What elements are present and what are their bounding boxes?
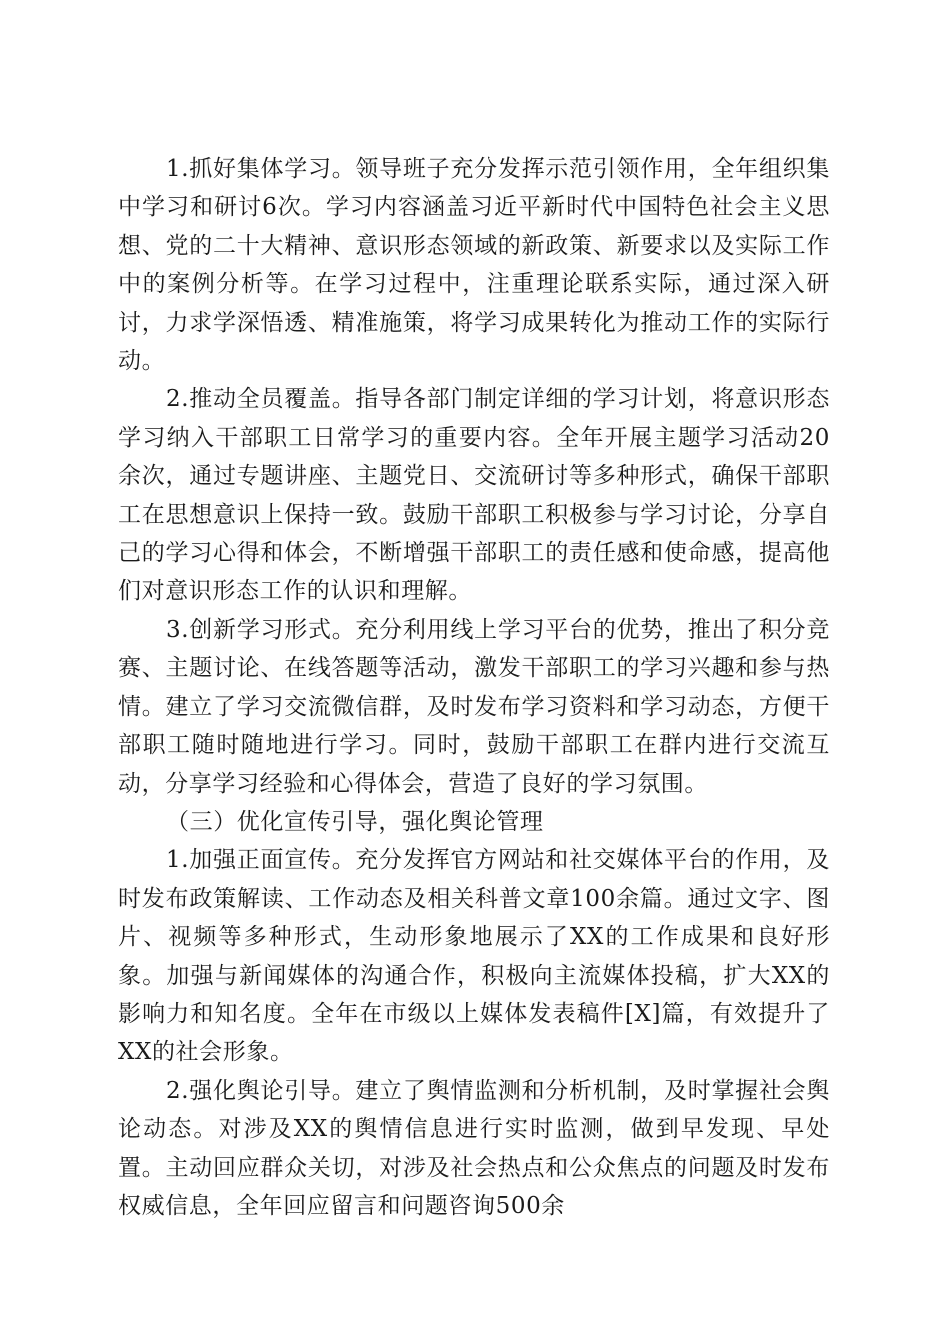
- paragraph-full-coverage: 2.推动全员覆盖。指导各部门制定详细的学习计划，将意识形态学习纳入干部职工日常学习的重要内容。全年开展主题学习活动20余次，通过专题讲座、主题党日、交流研讨等多种形式，确保干部职工在思想意识上保持一致。鼓励干部职工积极参与学习讨论，分享自己的学习心得和体会，不断增强干部职工的责任感和使命感，提高他们对意识形态工作的认识和理解。: [118, 386, 830, 605]
- paragraph-opinion-guidance: 2.强化舆论引导。建立了舆情监测和分析机制，及时掌握社会舆论动态。对涉及XX的舆情信息进行实时监测，做到早发现、早处置。主动回应群众关切，对涉及社会热点和公众焦点的问题及时发布权威信息，全年回应留言和问题咨询500余: [118, 1077, 830, 1219]
- section-heading: （三）优化宣传引导，强化舆论管理: [166, 808, 544, 835]
- paragraph-positive-publicity: 1.加强正面宣传。充分发挥官方网站和社交媒体平台的作用，及时发布政策解读、工作动态及相关科普文章100余篇。通过文字、图片、视频等多种形式，生动形象地展示了XX的工作成果和良好形象。加强与新闻媒体的沟通合作，积极向主流媒体投稿，扩大XX的影响力和知名度。全年在市级以上媒体发表稿件[X]篇，有效提升了XX的社会形象。: [118, 847, 830, 1066]
- document-body: [118, 150, 830, 1225]
- paragraph-innovate-forms: 3.创新学习形式。充分利用线上学习平台的优势，推出了积分竞赛、主题讨论、在线答题等活动，激发干部职工的学习兴趣和参与热情。建立了学习交流微信群，及时发布学习资料和学习动态，方便干部职工随时随地进行学习。同时，鼓励干部职工在群内进行交流互动，分享学习经验和心得体会，营造了良好的学习氛围。: [118, 616, 830, 797]
- paragraph-collective-study: 1.抓好集体学习。领导班子充分发挥示范引领作用，全年组织集中学习和研讨6次。学习内容涵盖习近平新时代中国特色社会主义思想、党的二十大精神、意识形态领域的新政策、新要求以及实际工作中的案例分析等。在学习过程中，注重理论联系实际，通过深入研讨，力求学深悟透、精准施策，将学习成果转化为推动工作的实际行动。: [118, 156, 830, 375]
